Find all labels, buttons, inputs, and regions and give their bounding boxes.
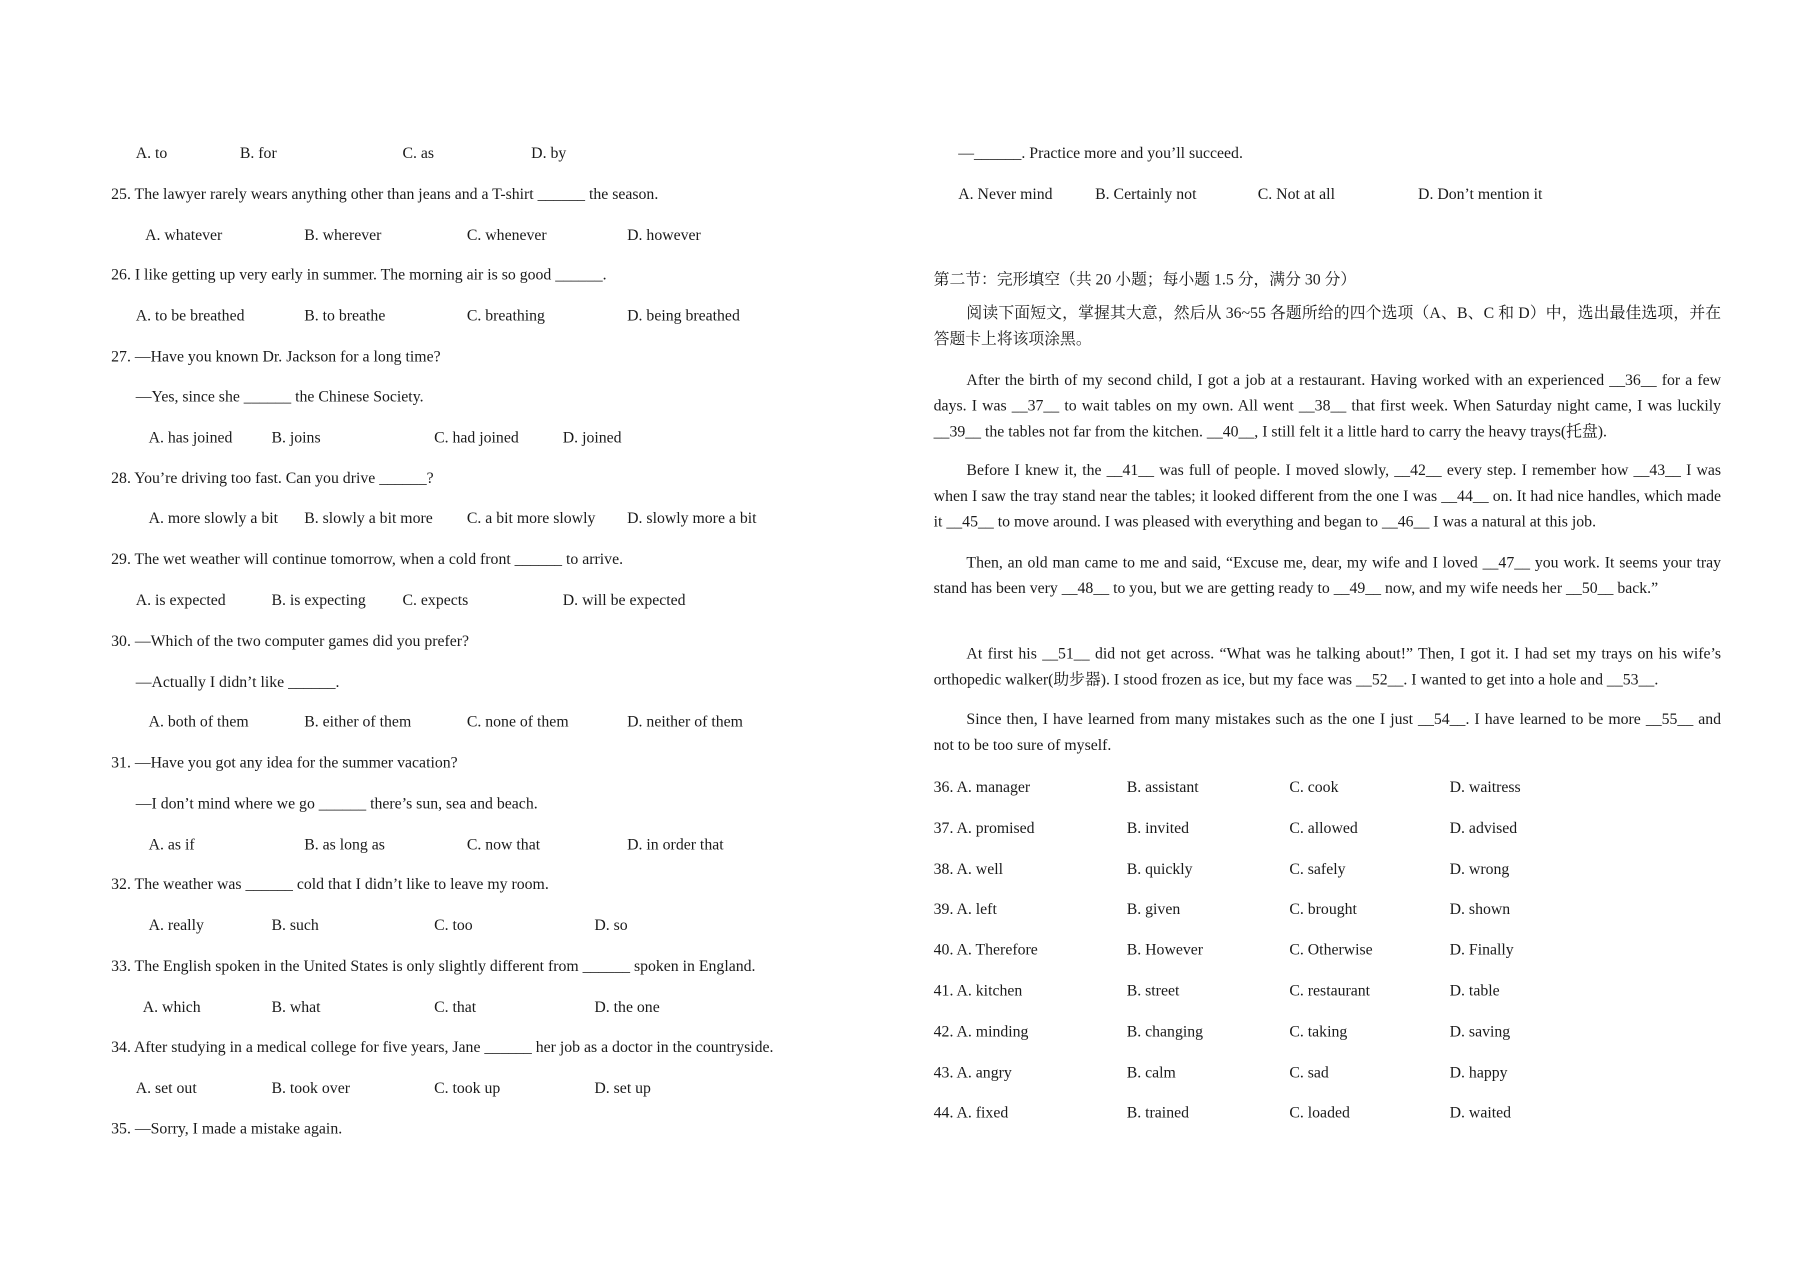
option: C. that	[434, 998, 477, 1016]
passage-paragraph-4: At first his __51__ did not get across. “What was he talking about!” Then, I got it. I had set my trays on his wife’s orthopedic walker(助步器). I stood frozen as ice, but my face was __52__. I wanted to get into a hole and __53__.	[933, 644, 1722, 688]
question-28: 28. You’re driving too fast. Can you drive ______?	[111, 469, 434, 487]
answer-option: B. However	[1126, 940, 1204, 959]
option: A. really	[148, 916, 204, 934]
answer-option: D. Finally	[1449, 940, 1514, 959]
question-30: 30. —Which of the two computer games did you prefer?	[111, 631, 470, 650]
answer-option: D. waited	[1449, 1103, 1512, 1122]
answer-option: C. loaded	[1289, 1103, 1350, 1122]
answer-option: B. given	[1126, 900, 1181, 918]
question-35: 35. —Sorry, I made a mistake again.	[111, 1119, 343, 1138]
answer-option: C. restaurant	[1289, 981, 1371, 1000]
question-31-reply: —I don’t mind where we go ______ there’s sun, sea and beach.	[135, 794, 538, 812]
option: A. to be breathed	[135, 306, 245, 325]
answer-option: B. trained	[1126, 1103, 1190, 1122]
option: A. more slowly a bit	[148, 508, 279, 527]
option: C. breathing	[466, 306, 545, 325]
passage-paragraph-3: Then, an old man came to me and said, “Excuse me, dear, my wife and I loved __47__ you work. It seems your tray stand has been very __48__ to you, but we are getting ready to __49__ now, and my wife needs her __50__ back.”	[933, 553, 1722, 597]
answer-option: 40. A. Therefore	[933, 940, 1038, 959]
option: D. joined	[562, 428, 622, 446]
option: C. as	[402, 143, 435, 162]
instructions: 阅读下面短文，掌握其大意，然后从 36~55 各题所给的四个选项（A、B、C 和 D）中，选出最佳选项，并在答题卡上将该项涂黑。	[933, 304, 1722, 348]
answer-option: B. changing	[1126, 1022, 1204, 1040]
option: A. to	[135, 143, 168, 162]
answer-option: 43. A. angry	[933, 1063, 1012, 1081]
question-25: 25. The lawyer rarely wears anything other than jeans and a T-shirt ______ the season.	[111, 184, 659, 203]
answer-option: 37. A. promised	[933, 818, 1035, 837]
option: D. neither of them	[627, 712, 743, 731]
option: B. for	[239, 143, 277, 162]
answer-option: C. cook	[1289, 778, 1339, 796]
option: C. whenever	[466, 225, 547, 244]
answer-option: 36. A. manager	[933, 778, 1031, 796]
answer-option: 44. A. fixed	[933, 1103, 1009, 1122]
answer-option: C. Otherwise	[1289, 940, 1373, 959]
answer-option: C. taking	[1289, 1022, 1348, 1040]
answer-option: 38. A. well	[933, 859, 1003, 878]
option: C. had joined	[434, 428, 519, 446]
question-30-reply: —Actually I didn’t like ______.	[135, 672, 340, 691]
answer-option: D. wrong	[1449, 859, 1510, 878]
question-31: 31. —Have you got any idea for the summer vacation?	[111, 753, 458, 772]
answer-option: B. street	[1126, 981, 1180, 1000]
option: B. what	[271, 998, 321, 1016]
answer-option: B. assistant	[1126, 778, 1199, 796]
question-26: 26. I like getting up very early in summer. The morning air is so good ______.	[111, 265, 607, 284]
option: D. so	[594, 916, 628, 934]
option: C. none of them	[466, 712, 569, 731]
answer-option: D. table	[1449, 981, 1500, 1000]
option: C. took up	[434, 1078, 501, 1097]
option: D. by	[531, 143, 567, 162]
answer-option: D. saving	[1449, 1022, 1511, 1040]
option: B. Certainly not	[1095, 184, 1197, 203]
passage-paragraph-2: Before I knew it, the __41__ was full of people. I moved slowly, __42__ every step. I remember how __43__ I was when I saw the tray stand near the tables; it looked different from the one I was __44__ on. It had nice handles, which made it __45__ to move around. I was pleased with everything and began to __46__ I was a natural at this job.	[933, 460, 1722, 531]
option: D. set up	[594, 1078, 651, 1097]
passage-paragraph-5: Since then, I have learned from many mistakes such as the one I just __54__. I have learned to be more __55__ and not to be too sure of myself.	[933, 710, 1722, 754]
option: A. is expected	[135, 590, 226, 609]
option: D. Don’t mention it	[1418, 184, 1543, 203]
option: C. a bit more slowly	[466, 508, 596, 527]
answer-option: 42. A. minding	[933, 1022, 1029, 1040]
option: D. slowly more a bit	[627, 508, 757, 527]
option: D. will be expected	[562, 590, 686, 609]
option: D. however	[627, 225, 701, 244]
option: A. both of them	[148, 712, 249, 731]
option: B. is expecting	[271, 590, 366, 609]
option: C. Not at all	[1257, 184, 1335, 203]
option: D. in order that	[627, 835, 724, 853]
question-29: 29. The wet weather will continue tomorrow, when a cold front ______ to arrive.	[111, 549, 624, 568]
option: C. too	[434, 916, 473, 934]
option: A. whatever	[145, 225, 223, 244]
option: B. joins	[271, 428, 321, 446]
answer-option: B. calm	[1126, 1063, 1176, 1081]
option: C. now that	[466, 835, 541, 853]
question-32: 32. The weather was ______ cold that I didn’t like to leave my room.	[111, 875, 549, 893]
answer-option: C. sad	[1289, 1063, 1329, 1081]
option: B. as long as	[304, 835, 385, 853]
option: D. being breathed	[627, 306, 740, 325]
passage-paragraph-1: After the birth of my second child, I got a job at a restaurant. Having worked with an experienced __36__ for a few days. I was __37__ to wait tables on my own. All went __38__ that first week. When Saturday night came, I was luckily __39__ the tables not far from the kitchen. __40__, I still felt it a little hard to carry the heavy trays(托盘).	[933, 370, 1722, 440]
answer-option: B. quickly	[1126, 859, 1193, 878]
answer-option: D. waitress	[1449, 778, 1521, 796]
option: A. as if	[148, 835, 195, 853]
question-27: 27. —Have you known Dr. Jackson for a long time?	[111, 347, 441, 366]
question-35-reply: —______. Practice more and you’ll succeed.	[958, 143, 1243, 162]
option: B. such	[271, 916, 319, 934]
answer-option: D. happy	[1449, 1063, 1508, 1081]
option: C. expects	[402, 590, 469, 609]
question-27-reply: —Yes, since she ______ the Chinese Society.	[135, 387, 424, 405]
answer-option: D. shown	[1449, 900, 1511, 918]
option: A. Never mind	[958, 184, 1053, 203]
answer-option: C. safely	[1289, 859, 1346, 878]
option: B. either of them	[304, 712, 412, 731]
answer-option: C. brought	[1289, 900, 1357, 918]
section-title: 第二节：完形填空（共 20 小题；每小题 1.5 分，满分 30 分）	[933, 270, 1357, 288]
answer-option: 39. A. left	[933, 900, 997, 918]
option: B. slowly a bit more	[304, 508, 433, 527]
answer-option: D. advised	[1449, 818, 1518, 837]
question-33: 33. The English spoken in the United States is only slightly different from ______ spoken in England.	[111, 957, 756, 975]
option: B. wherever	[304, 225, 382, 244]
answer-option: C. allowed	[1289, 818, 1358, 837]
option: B. to breathe	[304, 306, 386, 325]
option: B. took over	[271, 1078, 350, 1097]
option: A. which	[142, 998, 201, 1016]
option: A. set out	[135, 1078, 197, 1097]
answer-option: 41. A. kitchen	[933, 981, 1023, 1000]
option: D. the one	[594, 998, 660, 1016]
answer-option: B. invited	[1126, 818, 1190, 837]
question-34: 34. After studying in a medical college for five years, Jane ______ her job as a doctor in the countryside.	[111, 1037, 774, 1056]
option: A. has joined	[148, 428, 233, 446]
